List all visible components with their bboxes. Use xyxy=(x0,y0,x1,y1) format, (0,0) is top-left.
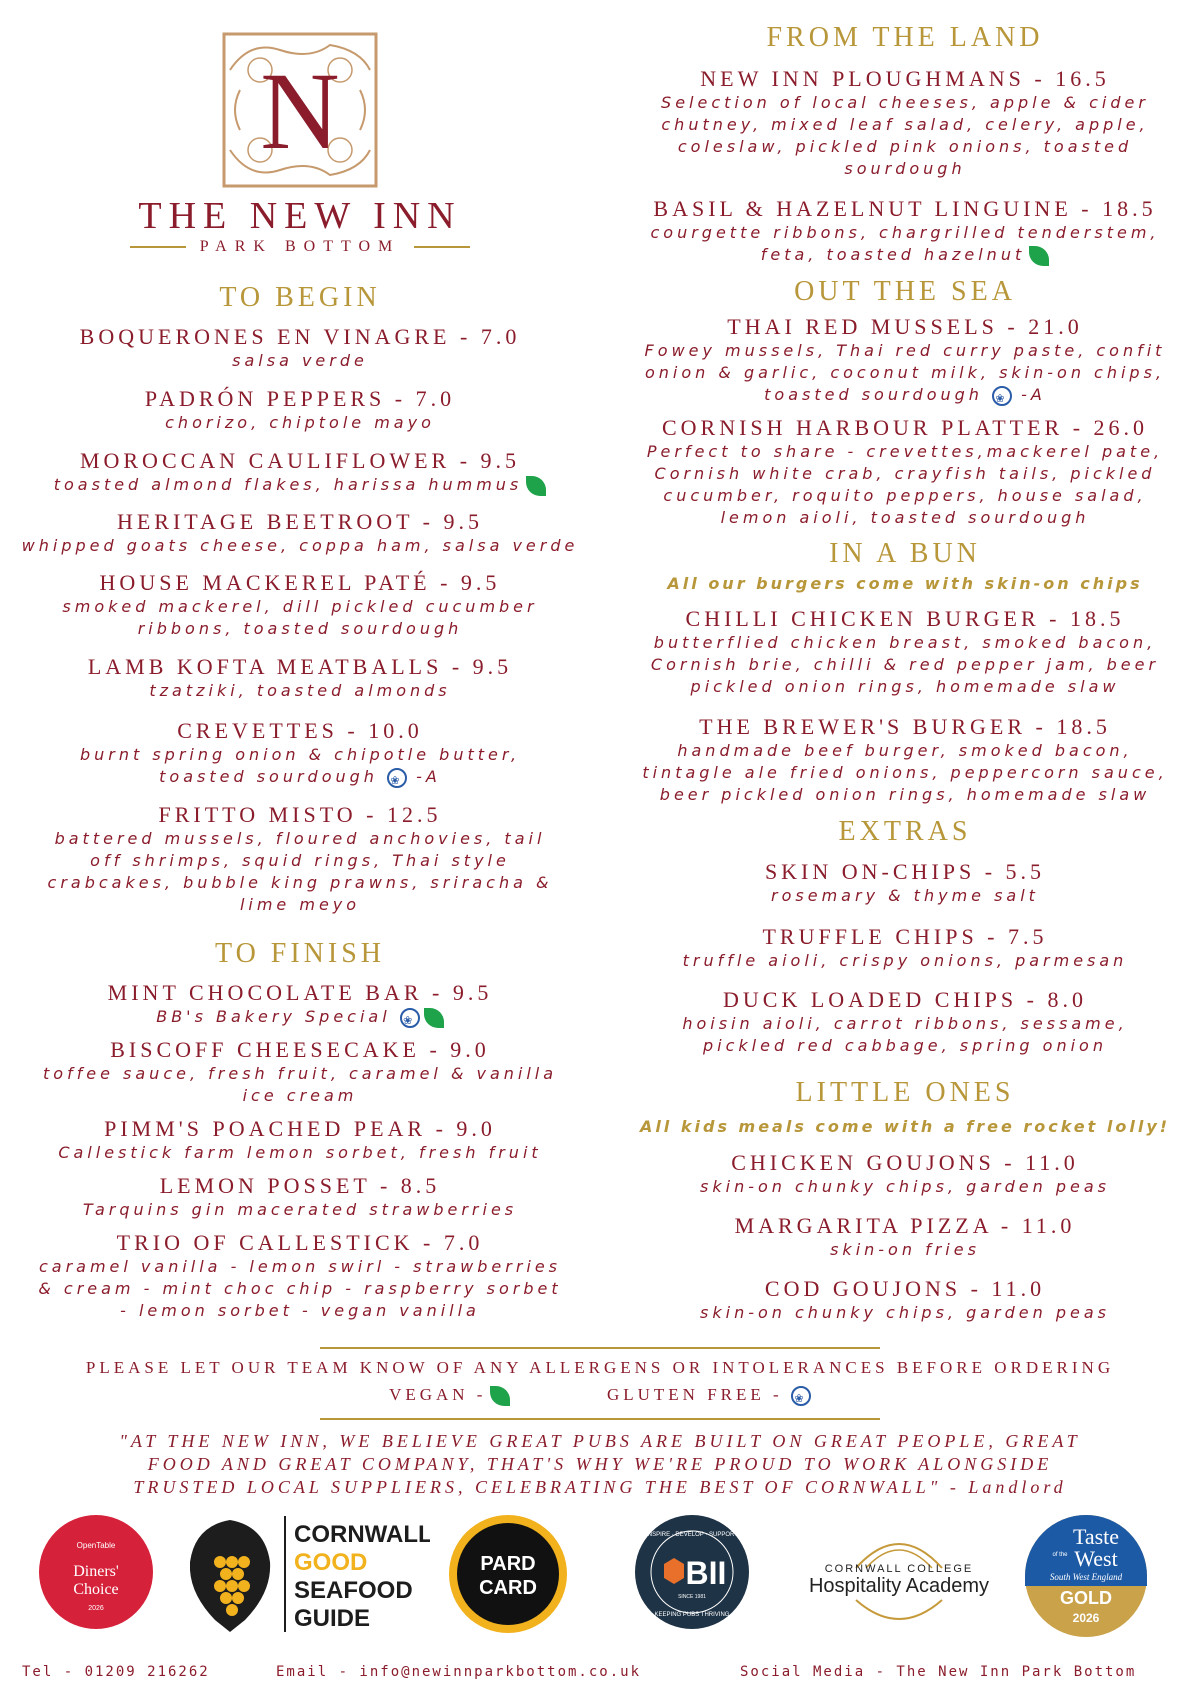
dish-name: PADRÓN PEPPERS - 7.0 xyxy=(144,386,456,411)
dish-name: TRUFFLE CHIPS - 7.5 xyxy=(762,924,1048,949)
dish-desc-suffix: -A xyxy=(1021,385,1046,404)
allergen-legend xyxy=(0,1385,1200,1406)
dish-desc: truffle aioli, crispy onions, parmesan xyxy=(682,951,1128,970)
dish-desc: onion & garlic, coconut milk, skin-on chips, xyxy=(644,363,1165,382)
hospitality-academy-badge xyxy=(796,1528,1002,1633)
logo xyxy=(220,30,380,190)
gluten-free-icon xyxy=(791,1386,811,1406)
dish-name: CHICKEN GOUJONS - 11.0 xyxy=(731,1150,1079,1175)
brand-subtitle: PARK BOTTOM xyxy=(199,238,401,255)
dish-desc: toasted sourdough xyxy=(764,385,983,404)
dish-desc: off shrimps, squid rings, Thai style xyxy=(90,851,510,870)
badge-text: CORNWALL COLLEGE xyxy=(824,1563,974,1575)
dish-desc: skin-on chunky chips, garden peas xyxy=(700,1177,1110,1196)
dish-name: PIMM'S POACHED PEAR - 9.0 xyxy=(104,1116,496,1141)
quote-line: FOOD AND GREAT COMPANY, THAT'S WHY WE'RE PROUD TO WORK ALONGSIDE xyxy=(147,1454,1053,1474)
dish-name: CREVETTES - 10.0 xyxy=(177,718,423,743)
dish-cauliflower xyxy=(0,448,600,496)
dish-brewers-burger xyxy=(610,714,1200,806)
dish-name: FRITTO MISTO - 12.5 xyxy=(158,802,442,827)
dish-desc: beer pickled onion rings, homemade slaw xyxy=(659,785,1151,804)
dish-desc: pickled red cabbage, spring onion xyxy=(703,1036,1107,1055)
dish-cod-goujons xyxy=(610,1276,1200,1324)
dish-desc: hoisin aioli, carrot ribbons, sessame, xyxy=(682,1014,1128,1033)
dish-desc: Selection of local cheeses, apple & cider xyxy=(661,93,1149,112)
badge-text: West xyxy=(1074,1546,1118,1571)
dish-padron xyxy=(0,386,600,434)
badge-text: of the xyxy=(1052,1552,1068,1558)
badge-text: GOLD xyxy=(1060,1588,1112,1608)
dish-desc-row xyxy=(0,474,600,496)
dish-fritto-misto xyxy=(0,802,600,916)
dish-boquerones xyxy=(0,324,600,372)
section-title-to-begin: TO BEGIN xyxy=(219,282,381,313)
dish-desc: chorizo, chiptole mayo xyxy=(165,413,435,432)
divider xyxy=(414,246,470,248)
dish-name: LEMON POSSET - 8.5 xyxy=(159,1173,441,1198)
dish-name: MARGARITA PIZZA - 11.0 xyxy=(734,1213,1076,1238)
dish-mackerel xyxy=(0,570,600,640)
badge-text: GUIDE xyxy=(294,1605,371,1632)
section-note: All kids meals come with a free rocket lolly! xyxy=(639,1117,1171,1136)
vegan-leaf-icon xyxy=(526,476,546,496)
diners-choice-badge xyxy=(38,1514,154,1635)
dish-desc-row xyxy=(610,244,1200,266)
dish-desc: toasted sourdough xyxy=(159,767,378,786)
footer-social[interactable]: Social Media - The New Inn Park Bottom xyxy=(740,1664,1137,1680)
dish-desc: sourdough xyxy=(844,159,966,178)
dish-desc: skin-on fries xyxy=(830,1240,980,1259)
dish-chicken-goujons xyxy=(610,1150,1200,1198)
allergen-notice: PLEASE LET OUR TEAM KNOW OF ANY ALLERGENS OR INTOLERANCES BEFORE ORDERING xyxy=(85,1358,1115,1377)
badge-text: 2026 xyxy=(88,1605,104,1612)
gluten-free-icon xyxy=(400,1008,420,1028)
badge-text: CORNWALL xyxy=(294,1521,430,1548)
badge-text: Taste xyxy=(1072,1524,1120,1549)
dish-desc: caramel vanilla - lemon swirl - strawberries xyxy=(38,1257,562,1276)
dish-name: TRIO OF CALLESTICK - 7.0 xyxy=(116,1230,484,1255)
dish-desc: rosemary & thyme salt xyxy=(771,886,1039,905)
badge-text: KEEPING PUBS THRIVING xyxy=(654,1612,730,1618)
dish-desc: lemon aioli, toasted sourdough xyxy=(720,508,1090,527)
dish-desc: & cream - mint choc chip - raspberry sorbet xyxy=(38,1279,562,1298)
footer-email[interactable]: Email - info@newinnparkbottom.co.uk xyxy=(276,1664,642,1680)
vegan-label: VEGAN - xyxy=(389,1385,487,1404)
dish-desc-row xyxy=(0,766,600,788)
seafood-guide-badge xyxy=(190,1512,430,1641)
badge-text: OpenTable xyxy=(76,1541,116,1550)
badge-text: 2026 xyxy=(1072,1611,1100,1625)
dish-trio-callestick xyxy=(0,1230,600,1322)
dish-skin-on-chips xyxy=(610,859,1200,907)
dish-name: DUCK LOADED CHIPS - 8.0 xyxy=(723,987,1087,1012)
badge-text: CARD xyxy=(479,1577,537,1599)
badge-text: South West England xyxy=(1049,1572,1123,1582)
dish-desc: ice cream xyxy=(242,1086,358,1105)
dish-desc: whipped goats cheese, coppa ham, salsa verde xyxy=(21,536,579,555)
brand-name: THE NEW INN xyxy=(138,195,462,237)
logo-letter: N xyxy=(260,50,340,172)
dish-name: MINT CHOCOLATE BAR - 9.5 xyxy=(107,980,493,1005)
pard-card-badge xyxy=(448,1514,568,1639)
brand-sub xyxy=(100,238,500,256)
dish-ploughmans xyxy=(610,66,1200,180)
dish-desc: Perfect to share - crevettes,mackerel pate, xyxy=(646,442,1164,461)
dish-desc: Fowey mussels, Thai red curry paste, confit xyxy=(644,341,1166,360)
badge-text: INSPIRE · DEVELOP · SUPPORT xyxy=(646,1532,738,1538)
landlord-quote xyxy=(20,1430,1180,1499)
dish-harbour-platter xyxy=(610,415,1200,529)
dish-desc: tzatziki, toasted almonds xyxy=(149,681,451,700)
dish-desc: coleslaw, pickled pink onions, toasted xyxy=(677,137,1133,156)
dish-desc: tintagle ale fried onions, peppercorn sauce, xyxy=(642,763,1168,782)
dish-name: THAI RED MUSSELS - 21.0 xyxy=(727,314,1083,339)
dish-desc: crabcakes, bubble king prawns, sriracha & xyxy=(47,873,553,892)
dish-desc: Cornish white crab, crayfish tails, pickled xyxy=(654,464,1156,483)
dish-desc-row xyxy=(610,384,1200,406)
vegan-leaf-icon xyxy=(424,1008,444,1028)
dish-truffle-chips xyxy=(610,924,1200,972)
badge-text: PARD xyxy=(480,1553,536,1575)
dish-linguine xyxy=(610,196,1200,266)
dish-name: MOROCCAN CAULIFLOWER - 9.5 xyxy=(79,448,521,473)
dish-desc: BB's Bakery Special xyxy=(156,1007,391,1026)
brand xyxy=(100,196,500,256)
dish-lemon-posset xyxy=(0,1173,600,1221)
dish-desc: cucumber, roquito peppers, house salad, xyxy=(663,486,1147,505)
dish-crevettes xyxy=(0,718,600,788)
dish-desc: feta, toasted hazelnut xyxy=(760,245,1026,264)
dish-desc: courgette ribbons, chargrilled tenderstem, xyxy=(650,223,1160,242)
taste-of-the-west-badge xyxy=(1024,1514,1148,1643)
section-title-little-ones: LITTLE ONES xyxy=(795,1077,1015,1108)
badge-text: Diners' xyxy=(73,1563,119,1580)
dish-name: CHILLI CHICKEN BURGER - 18.5 xyxy=(685,606,1125,631)
dish-pimms-pear xyxy=(0,1116,600,1164)
badge-text: BII xyxy=(685,1555,727,1591)
dish-desc: salsa verde xyxy=(232,351,368,370)
gluten-free-icon xyxy=(387,768,407,788)
badge-text: SEAFOOD xyxy=(294,1577,413,1604)
dish-desc: toasted almond flakes, harissa hummus xyxy=(53,475,523,494)
dish-name: BOQUERONES EN VINAGRE - 7.0 xyxy=(79,324,521,349)
section-title-from-the-land: FROM THE LAND xyxy=(766,22,1044,53)
quote-line: TRUSTED LOCAL SUPPLIERS, CELEBRATING THE BEST OF CORNWALL" - Landlord xyxy=(133,1477,1067,1497)
dish-thai-mussels xyxy=(610,314,1200,406)
dish-name: BASIL & HAZELNUT LINGUINE - 18.5 xyxy=(653,196,1157,221)
section-title-in-a-bun: IN A BUN xyxy=(829,538,981,569)
dish-desc-row xyxy=(0,1006,600,1028)
footer-tel[interactable]: Tel - 01209 216262 xyxy=(22,1664,210,1680)
dish-duck-loaded-chips xyxy=(610,987,1200,1057)
section-title-to-finish: TO FINISH xyxy=(214,938,386,969)
dish-name: HERITAGE BEETROOT - 9.5 xyxy=(116,509,484,534)
dish-name: THE BREWER'S BURGER - 18.5 xyxy=(699,714,1111,739)
dish-name: SKIN ON-CHIPS - 5.5 xyxy=(764,859,1046,884)
dish-desc: lime meyo xyxy=(239,895,361,914)
dish-chilli-chicken-burger xyxy=(610,606,1200,698)
badge-text: SINCE 1981 xyxy=(678,1594,706,1600)
dish-desc: toffee sauce, fresh fruit, caramel & vanilla xyxy=(42,1064,558,1083)
divider xyxy=(320,1347,880,1349)
gluten-free-icon xyxy=(992,386,1012,406)
dish-desc: Tarquins gin macerated strawberries xyxy=(82,1200,518,1219)
dish-desc: burnt spring onion & chipotle butter, xyxy=(79,745,521,764)
divider xyxy=(320,1418,880,1420)
vegan-leaf-icon xyxy=(1029,246,1049,266)
dish-name: HOUSE MACKEREL PATÉ - 9.5 xyxy=(99,570,501,595)
dish-desc: skin-on chunky chips, garden peas xyxy=(700,1303,1110,1322)
quote-line: "AT THE NEW INN, WE BELIEVE GREAT PUBS ARE BUILT ON GREAT PEOPLE, GREAT xyxy=(119,1431,1081,1451)
gluten-free-label: GLUTEN FREE - xyxy=(606,1385,783,1404)
dish-name: BISCOFF CHEESECAKE - 9.0 xyxy=(110,1037,490,1062)
dish-desc: smoked mackerel, dill pickled cucumber xyxy=(62,597,538,616)
badge-text: Choice xyxy=(73,1581,119,1598)
dish-desc: chutney, mixed leaf salad, celery, apple, xyxy=(661,115,1149,134)
dish-desc: handmade beef burger, smoked bacon, xyxy=(677,741,1133,760)
section-note: All our burgers come with skin-on chips xyxy=(667,574,1143,593)
dish-name: NEW INN PLOUGHMANS - 16.5 xyxy=(700,66,1110,91)
dish-desc: ribbons, toasted sourdough xyxy=(137,619,463,638)
dish-biscoff xyxy=(0,1037,600,1107)
bii-badge xyxy=(634,1514,750,1635)
dish-desc: Cornish brie, chilli & red pepper jam, beer xyxy=(650,655,1160,674)
dish-desc: Callestick farm lemon sorbet, fresh fruit xyxy=(58,1143,542,1162)
dish-desc: pickled onion rings, homemade slaw xyxy=(690,677,1120,696)
divider xyxy=(130,246,186,248)
dish-desc-suffix: -A xyxy=(416,767,441,786)
section-title-extras: EXTRAS xyxy=(838,816,972,847)
dish-kofta xyxy=(0,654,600,702)
dish-mint-chocolate xyxy=(0,980,600,1028)
vegan-leaf-icon xyxy=(490,1386,510,1406)
dish-name: LAMB KOFTA MEATBALLS - 9.5 xyxy=(87,654,513,679)
dish-name: COD GOUJONS - 11.0 xyxy=(764,1276,1046,1301)
dish-desc: - lemon sorbet - vegan vanilla xyxy=(120,1301,480,1320)
dish-name: CORNISH HARBOUR PLATTER - 26.0 xyxy=(661,415,1149,440)
dish-beetroot xyxy=(0,509,600,557)
section-title-out-the-sea: OUT THE SEA xyxy=(794,276,1016,307)
dish-desc: butterflied chicken breast, smoked bacon, xyxy=(653,633,1157,652)
dish-margarita-pizza xyxy=(610,1213,1200,1261)
dish-desc: battered mussels, floured anchovies, tail xyxy=(54,829,546,848)
badge-text: Hospitality Academy xyxy=(808,1575,990,1597)
badge-text: GOOD xyxy=(294,1549,368,1576)
